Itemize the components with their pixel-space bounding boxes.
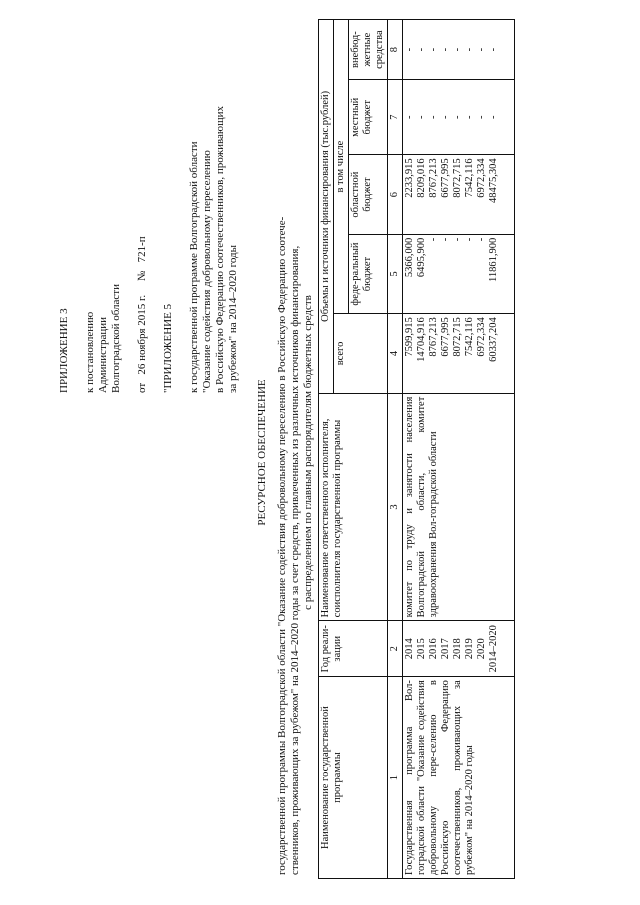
- year-value: 2020: [476, 638, 487, 660]
- regional-value: 6972,334: [476, 158, 487, 198]
- col-header-including: в том числе: [334, 20, 349, 314]
- local-cell: [403, 80, 515, 155]
- federal-value: 5366,000: [404, 237, 415, 278]
- col-number: 1: [388, 677, 403, 879]
- local-value: -: [440, 115, 451, 120]
- program-name-cell: Государственная программа Вол-гоградской области "Оказание содействия добровольному пере-селению в Российскую Федерацию соотечественников, проживающих за рубежом" на 2014–2020 годы: [403, 677, 515, 879]
- col-number: 5: [388, 234, 403, 313]
- year-value: 2019: [464, 638, 475, 660]
- federal-value: 6495,900: [416, 237, 427, 278]
- decree-line-1: к постановлению: [84, 311, 96, 393]
- local-value: -: [416, 115, 427, 120]
- local-value: -: [404, 115, 415, 120]
- col-number: 4: [388, 314, 403, 393]
- col-number: 8: [388, 20, 403, 80]
- year-value: 2015: [416, 638, 427, 660]
- appendix5-title: "ПРИЛОЖЕНИЕ 5: [162, 303, 174, 393]
- federal-value: -: [440, 237, 451, 242]
- regional-value: 8767,213: [428, 158, 439, 198]
- extrabudget-value: -: [464, 47, 475, 52]
- total-value: 6972,334: [476, 317, 487, 357]
- total-value: 8072,715: [452, 317, 463, 357]
- col-header-year: Год реали-зации: [319, 621, 388, 677]
- executor-cell: комитет по труду и занятости населения Волгоградской области, комитет здравоохранения Вол-гоградской области: [403, 393, 515, 621]
- col-header-extrabudget: внебюд-жетные средства: [349, 20, 388, 80]
- total-value: 6677,995: [440, 317, 451, 357]
- col-header-program: Наименование государственной программы: [319, 677, 388, 879]
- appendix-header: [58, 13, 240, 393]
- col-number: 2: [388, 621, 403, 677]
- local-value: -: [428, 115, 439, 120]
- year-value: 2018: [452, 638, 463, 660]
- regional-cell: [403, 155, 515, 234]
- col-number: 7: [388, 80, 403, 155]
- year-value: 2014: [404, 638, 415, 660]
- year-value: 2016: [428, 638, 439, 660]
- table-row: [403, 20, 515, 879]
- appendix-number: ПРИЛОЖЕНИЕ 3: [58, 308, 70, 393]
- local-value: -: [464, 115, 475, 120]
- regional-value: 8209,016: [416, 158, 427, 198]
- federal-cell: [403, 234, 515, 313]
- appendix5-line-3: в Российскую Федерацию соотечественников, проживающих: [214, 106, 226, 393]
- extrabudget-value: -: [428, 47, 439, 52]
- col-header-local: местный бюджет: [349, 80, 388, 155]
- local-value: -: [476, 115, 487, 120]
- col-header-total: всего: [334, 314, 388, 393]
- years-cell: [403, 621, 515, 677]
- total-value: 8767,213: [428, 317, 439, 357]
- total-value: 7542,116: [464, 317, 475, 357]
- col-number: 3: [388, 393, 403, 621]
- federal-value: -: [428, 237, 439, 242]
- appendix5-line-2: "Оказание содействия добровольному переселению: [201, 150, 213, 393]
- local-value: -: [488, 115, 499, 120]
- regional-value: 48475,304: [488, 158, 499, 203]
- extrabudget-cell: [403, 20, 515, 80]
- regional-value: 6677,995: [440, 158, 451, 198]
- extrabudget-value: -: [452, 47, 463, 52]
- extrabudget-value: -: [404, 47, 415, 52]
- federal-value: -: [452, 237, 463, 242]
- local-value: -: [452, 115, 463, 120]
- decree-date: от 26 ноября 2015 г. № 721-п: [136, 236, 148, 393]
- total-value: 14704,916: [416, 317, 427, 362]
- total-value: 7599,915: [404, 317, 415, 357]
- total-value: 60337,204: [488, 317, 499, 362]
- regional-value: 2233,915: [404, 158, 415, 198]
- col-header-executor: Наименование ответственного исполнителя, соисполнителя государственной программы: [319, 393, 388, 621]
- federal-value: 11861,900: [488, 237, 499, 283]
- regional-value: 7542,116: [464, 158, 475, 198]
- total-cell: [403, 314, 515, 393]
- extrabudget-value: -: [488, 47, 499, 52]
- subtitle-line-1: государственной программы Волгоградской области "Оказание содействия добровольному переселению в Российскую Федерацию соотече-: [276, 216, 288, 875]
- regional-value: 8072,715: [452, 158, 463, 198]
- col-header-federal: феде-ральный бюджет: [349, 234, 388, 313]
- federal-value: -: [464, 237, 475, 242]
- year-value: 2017: [440, 638, 451, 660]
- document-title: РЕСУРСНОЕ ОБЕСПЕЧЕНИЕ: [256, 379, 268, 526]
- federal-value: -: [476, 237, 487, 242]
- subtitle-line-3: с распределением по главным распорядителям бюджетных средств: [302, 295, 314, 610]
- subtitle-line-2: ственников, проживающих за рубежом" на 2014–2020 годы за счет средств, привлеченных из различных источников финансирования,: [289, 245, 301, 875]
- year-value: 2014–2020: [488, 625, 499, 673]
- extrabudget-value: -: [440, 47, 451, 52]
- decree-line-3: Волгоградской области: [110, 284, 122, 393]
- extrabudget-value: -: [476, 47, 487, 52]
- column-number-row: [388, 20, 403, 879]
- resource-table: [318, 19, 515, 879]
- col-header-financing: Объемы и источники финансирования (тыс.рублей): [319, 20, 334, 394]
- col-header-regional: областной бюджет: [349, 155, 388, 234]
- decree-line-2: Администрации: [97, 316, 109, 393]
- appendix5-line-1: к государственной программе Волгоградской области: [188, 141, 200, 393]
- extrabudget-value: -: [416, 47, 427, 52]
- appendix5-line-4: за рубежом" на 2014–2020 годы: [227, 244, 239, 393]
- col-number: 6: [388, 155, 403, 234]
